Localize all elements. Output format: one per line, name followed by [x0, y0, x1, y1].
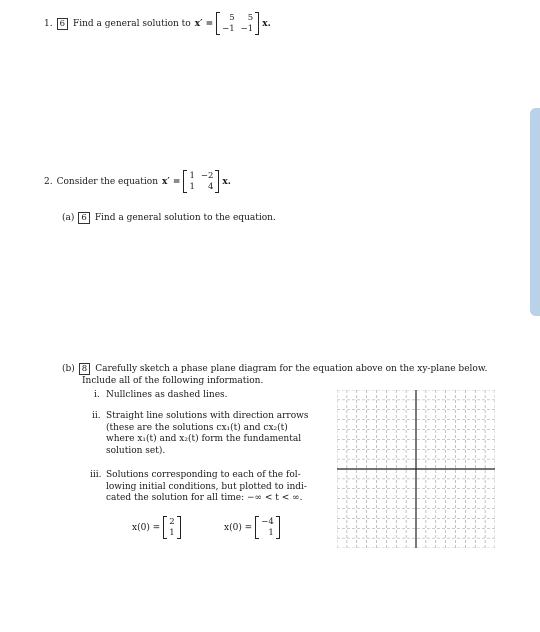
problem-1-matrix — [216, 12, 259, 35]
problem-2-matrix — [183, 170, 219, 193]
part-b-points: 8 — [79, 363, 90, 375]
item-i-label: i. — [94, 390, 100, 400]
item-ii-line: solution set). — [106, 445, 166, 456]
item-iii-label: iii. — [90, 470, 102, 480]
item-i — [94, 390, 228, 402]
part-a-label: (a) — [62, 213, 75, 223]
problem-2-number: 2. — [44, 176, 53, 187]
item-iii-line: cated the solution for all time: −∞ < t < ∞. — [106, 493, 303, 503]
matrix-cell: 5 — [229, 13, 235, 23]
matrix-cell: 1 — [189, 182, 195, 192]
item-ii-line: where x₁(t) and x₂(t) form the fundamental — [106, 434, 302, 444]
side-panel-tab[interactable] — [530, 108, 540, 316]
matrix-cell: −1 — [240, 24, 254, 34]
matrix-cell: 4 — [207, 182, 214, 192]
matrix-cell: −1 — [222, 24, 235, 34]
initial-condition-1 — [132, 516, 184, 539]
part-b-text2: Include all of the following information. — [82, 376, 264, 386]
initial-condition-2 — [224, 516, 283, 539]
part-a — [62, 212, 276, 224]
problem-1-text: Find a general solution to — [73, 18, 191, 29]
ic2-vector — [255, 516, 280, 539]
item-iii-line: Solutions corresponding to each of the fol- — [106, 470, 301, 480]
matrix-cell: 1 — [189, 171, 195, 181]
problem-1-number: 1. — [44, 18, 53, 29]
item-iii — [90, 470, 307, 505]
ic2-lhs: x(0) = — [224, 522, 253, 533]
phase-plane-grid[interactable] — [337, 390, 495, 548]
problem-1-rhs: x. — [262, 18, 271, 29]
part-b-label: (b) — [62, 364, 75, 374]
matrix-cell: −2 — [200, 171, 214, 181]
vector-cell: 2 — [169, 517, 175, 527]
vector-cell: 1 — [268, 528, 274, 538]
problem-1-lhs: x′ = — [194, 18, 214, 29]
part-b — [62, 363, 487, 375]
problem-1-points: 6 — [57, 18, 68, 30]
item-iii-line: lowing initial conditions, but plotted to indi- — [106, 481, 307, 492]
problem-2-text: Consider the equation — [56, 176, 159, 187]
item-ii-label: ii. — [92, 411, 101, 421]
part-b-text1: Carefully sketch a phase plane diagram for the equation above on the xy-plane below. — [95, 364, 488, 374]
vector-cell: −4 — [261, 517, 274, 527]
problem-2 — [44, 170, 231, 193]
vector-cell: 1 — [169, 528, 175, 538]
ic1-lhs: x(0) = — [132, 522, 161, 533]
part-a-text: Find a general solution to the equation. — [94, 213, 276, 223]
item-ii-line: (these are the solutions cx₁(t) and cx₂(t) — [106, 422, 288, 433]
item-ii-line: Straight line solutions with direction arrows — [106, 411, 309, 421]
part-a-points: 6 — [78, 212, 89, 224]
ic1-vector — [163, 516, 180, 539]
problem-1 — [44, 12, 271, 35]
problem-2-rhs: x. — [222, 176, 231, 187]
item-ii — [92, 411, 308, 457]
problem-2-lhs: x′ = — [162, 176, 181, 187]
item-i-line: Nullclines as dashed lines. — [106, 390, 228, 400]
matrix-cell: 5 — [247, 13, 254, 23]
